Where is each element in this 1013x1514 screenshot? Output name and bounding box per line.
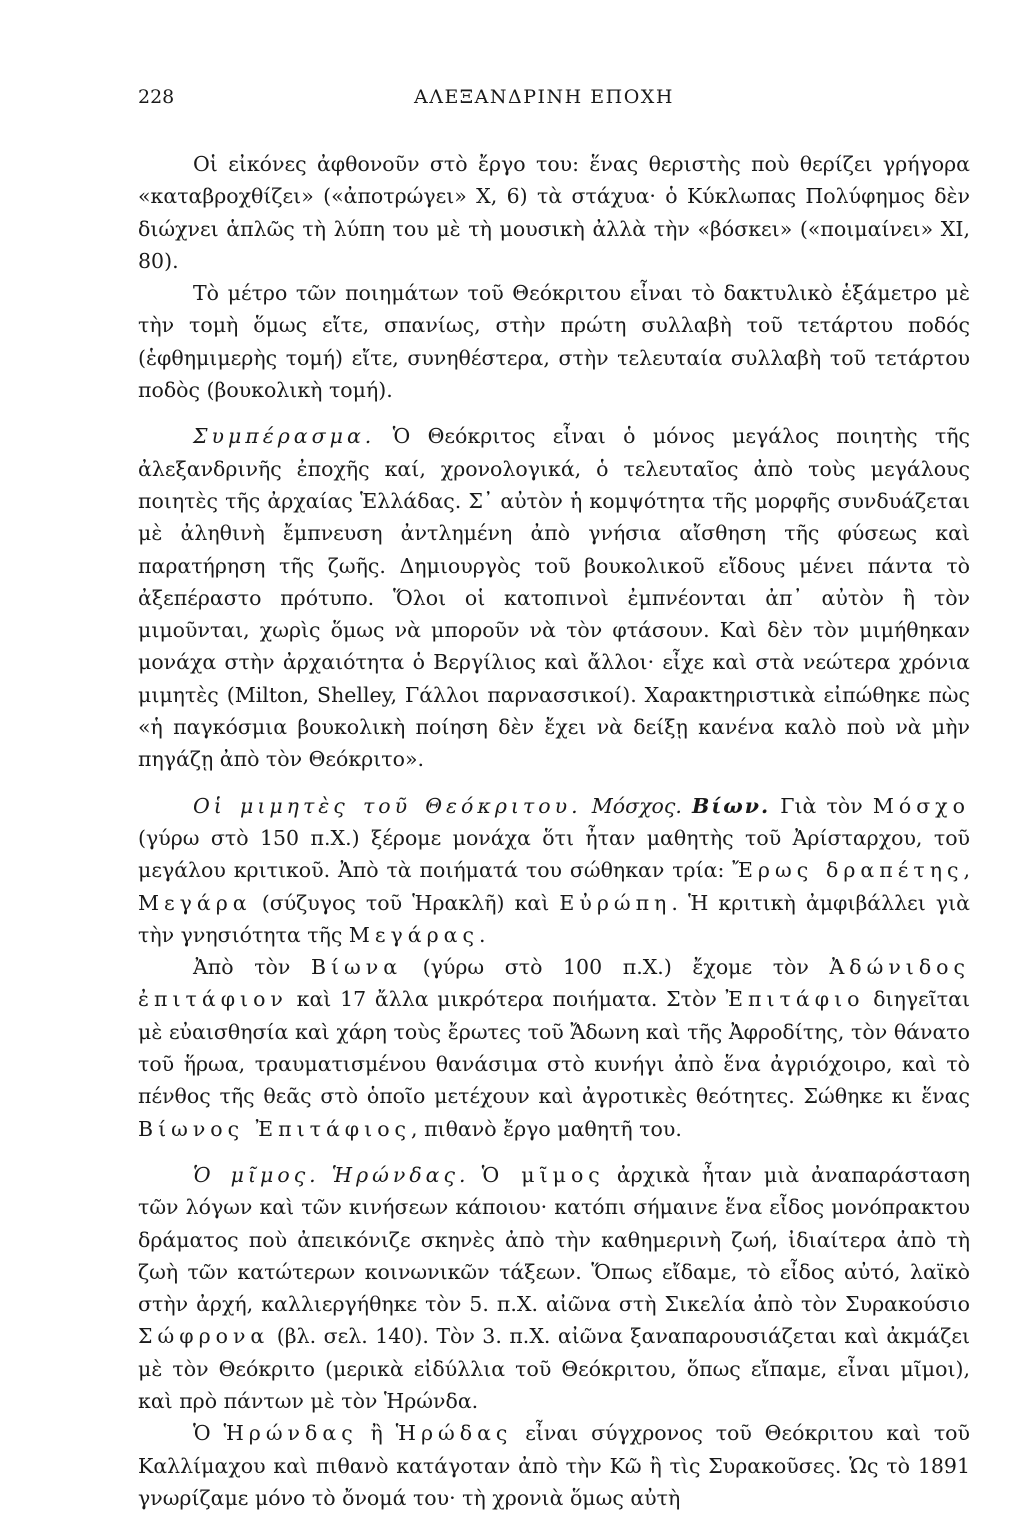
paragraph-meter: Τὸ μέτρο τῶν ποιημάτων τοῦ Θεόκριτου εἶναι τὸ δακτυλικὸ ἑξάμετρο μὲ τὴν τομὴ ὅμως εἴτε, σπανίως, στὴν πρώτη συλλαβὴ τοῦ τετάρτου ποδός (ἑφθημιμερὴς τομή) εἴτε, συνηθέστερα, στὴν τελευταία συλλαβὴ τοῦ τετάρτου ποδὸς (βουκολικὴ τομή). bbox=[138, 281, 970, 403]
subheading-bion: Βίων. bbox=[692, 793, 771, 818]
subheading-herondas: Ἡρώνδας. bbox=[331, 1162, 470, 1187]
spaced-title: Ἔρως δραπέτης bbox=[732, 858, 964, 883]
paragraph-conclusion bbox=[138, 420, 970, 775]
running-header bbox=[138, 86, 973, 118]
text-run: . Ἡ κριτικὴ ἀμφιβάλλει γιὰ τὴν γνησιότητα τῆς bbox=[138, 890, 971, 947]
text-run: διηγεῖται μὲ εὐαισθησία καὶ χάρη τοὺς ἔρωτες τοῦ Ἄδωνη καὶ τῆς Ἀφροδίτης, τὸν θάνατο τοῦ ἥρωα, τραυματισμένου θανάσιμα στὸ κυνήγι ἀπὸ ἕνα ἀγριόχοιρο, καὶ τὸ πένθος τῆς θεᾶς στὸ ὁποῖο μετέχουν καὶ ἀγροτικὲς θεότητες. Σώθηκε κι ἕνας bbox=[138, 987, 970, 1109]
spaced-name: Ἡρώδας bbox=[395, 1421, 513, 1446]
text-run bbox=[470, 1163, 482, 1187]
text-run: (γύρω στὸ 150 π.Χ.) ξέρομε μονάχα ὅτι ἦταν μαθητὴς τοῦ Ἀρίσταρχου, τοῦ μεγάλου κριτικοῦ. Ἀπὸ τὰ ποιήματά του σώθηκαν τρία: bbox=[138, 825, 970, 883]
section-heading-imitators: Οἱ μιμητὲς τοῦ Θεόκριτου. bbox=[193, 793, 582, 818]
page-number: 228 bbox=[138, 86, 175, 108]
section-heading-conclusion: Συμπέρασμα. bbox=[193, 424, 376, 449]
spaced-name: Μόσχο bbox=[872, 793, 970, 818]
text-run: Γιὰ τὸν bbox=[780, 793, 873, 818]
paragraph-bion bbox=[138, 951, 970, 1145]
text-run: ἢ bbox=[357, 1421, 396, 1446]
text-run: . bbox=[479, 922, 486, 947]
text-run: , bbox=[963, 858, 971, 883]
running-title: ΑΛΕΞΑΝΔΡΙΝΗ ΕΠΟΧΗ bbox=[414, 86, 674, 108]
spaced-title: Ἀδώνιδος ἐπιτάφιον bbox=[138, 955, 970, 1012]
spaced-title: Ἐπιτάφιο bbox=[725, 987, 865, 1012]
spaced-title: Εὐρώπη bbox=[559, 890, 672, 915]
spaced-title: Μεγάρας bbox=[348, 922, 480, 947]
text-run: Ἀπὸ τὸν bbox=[193, 955, 311, 980]
text-run: , πιθανὸ ἔργο μαθητῆ του. bbox=[411, 1116, 682, 1141]
spaced-name: Ἡρώνδας bbox=[223, 1421, 358, 1446]
spaced-title: Βίωνος Ἐπιτάφιος bbox=[138, 1116, 412, 1141]
text-run: Ὁ bbox=[193, 1421, 224, 1446]
spaced-name: Βίωνα bbox=[310, 955, 403, 980]
text-run: καὶ 17 ἄλλα μικρότερα ποιήματα. Στὸν bbox=[287, 987, 726, 1012]
text-run: (σύζυγος τοῦ Ἡρακλῆ) καὶ bbox=[251, 890, 560, 915]
conclusion-text: Ὁ Θεόκριτος εἶναι ὁ μόνος μεγάλος ποιητὴς τῆς ἀλεξανδρινῆς ἐποχῆς καί, χρονολογικά, ὁ τελευταῖος ἀπὸ τοὺς μεγάλους ποιητὲς τῆς ἀρχαίας Ἑλλάδας. Σ᾽ αὐτὸν ἡ κομψότητα τῆς μορφῆς συνδυάζεται μὲ ἀληθινὴ ἔμπνευση ἀντλημένη ἀπὸ γνήσια αἴσθηση τῆς φύσεως καὶ παρατήρηση τῆς ζωῆς. Δημιουργὸς τοῦ βουκολικοῦ εἴδους μένει πάντα τὸ ἀξεπέραστο πρότυπο. Ὅλοι οἱ κατοπινοὶ ἐμπνέονται ἀπ᾽ αὐτὸν ἢ τὸν μιμοῦνται, χωρὶς ὅμως νὰ μποροῦν νὰ τὸν φτάσουν. Καὶ δὲν τὸν μιμήθηκαν μονάχα στὴν ἀρχαιότητα ὁ Βεργίλιος καὶ ἄλλοι· εἶχε καὶ στὰ νεώτερα χρόνια μιμητὲς (Milton, Shelley, Γάλλοι παρνασσικοί). Χαρακτηριστικὰ εἰπώθηκε πὼς «ἡ παγκόσμια βουκολικὴ ποίηση δὲν ἔχει νὰ δείξῃ κανένα καλὸ ποὺ νὰ μὴν πηγάζῃ ἀπὸ τὸν Θεόκριτο». bbox=[138, 424, 970, 772]
text-run: (γύρω στὸ 100 π.Χ.) ἔχομε τὸν bbox=[402, 955, 830, 980]
paragraph-imagery: Οἱ εἰκόνες ἀφθονοῦν στὸ ἔργο του: ἕνας θεριστὴς ποὺ θερίζει γρήγορα «καταβροχθίζει» («ἀποτρώγει» X, 6) τὰ στάχυα· ὁ Κύκλωπας Πολύφημος δὲν διώχνει ἁπλῶς τὴ λύπη του μὲ τὴ μουσικὴ ἀλλὰ τὴν «βόσκει» («ποιμαίνει» XI, 80). bbox=[138, 152, 970, 273]
text-run: εἶναι σύγχρονος τοῦ Θεόκριτου καὶ τοῦ Καλλίμαχου καὶ πιθανὸ κατάγοταν ἀπὸ τὴν Κῶ ἢ τὶς Συρακοῦσες. Ὡς τὸ 1891 γνωρίζαμε μόνο τὸ ὄνομά του· τὴ χρονιὰ ὅμως αὐτὴ bbox=[138, 1421, 970, 1510]
subheading-moschos: Μόσχος. bbox=[591, 793, 682, 818]
spaced-term: Ὁ μῖμος bbox=[481, 1162, 605, 1187]
paragraph-imitators bbox=[138, 790, 970, 951]
paragraph-herondas bbox=[138, 1417, 970, 1514]
spaced-name: Σώφρονα bbox=[138, 1324, 270, 1349]
section-heading-mime: Ὁ μῖμος. bbox=[193, 1162, 320, 1187]
page-body bbox=[138, 148, 970, 1514]
paragraph-mime bbox=[138, 1159, 970, 1417]
text-run: (βλ. σελ. 140). Τὸν 3. π.Χ. αἰῶνα ξαναπαρουσιάζεται καὶ ἀκμάζει μὲ τὸν Θεόκριτο (μερικὰ εἰδύλλια τοῦ Θεόκριτου, ὅπως εἴπαμε, εἶναι μῖμοι), καὶ πρὸ πάντων μὲ τὸν Ἡρώνδα. bbox=[138, 1324, 970, 1413]
spaced-title: Μεγάρα bbox=[138, 890, 252, 915]
text-run: ἀρχικὰ ἦταν μιὰ ἀναπαράσταση τῶν λόγων καὶ τῶν κινήσεων κάποιου· κατόπι σήμαινε ἕνα εἶδος μονόπρακτου δράματος ποὺ ἀπεικόνιζε σκηνὲς ἀπὸ τὴν καθημερινὴ ζωή, ἰδιαίτερα ἀπὸ τὴ ζωὴ τῶν κατώτερων κοινωνικῶν τάξεων. Ὅπως εἴδαμε, τὸ εἶδος αὐτό, λαϊκὸ στὴν ἀρχή, καλλιεργήθηκε τὸν 5. π.Χ. αἰῶνα στὴ Σικελία ἀπὸ τὸν Συρακούσιο bbox=[138, 1162, 970, 1317]
